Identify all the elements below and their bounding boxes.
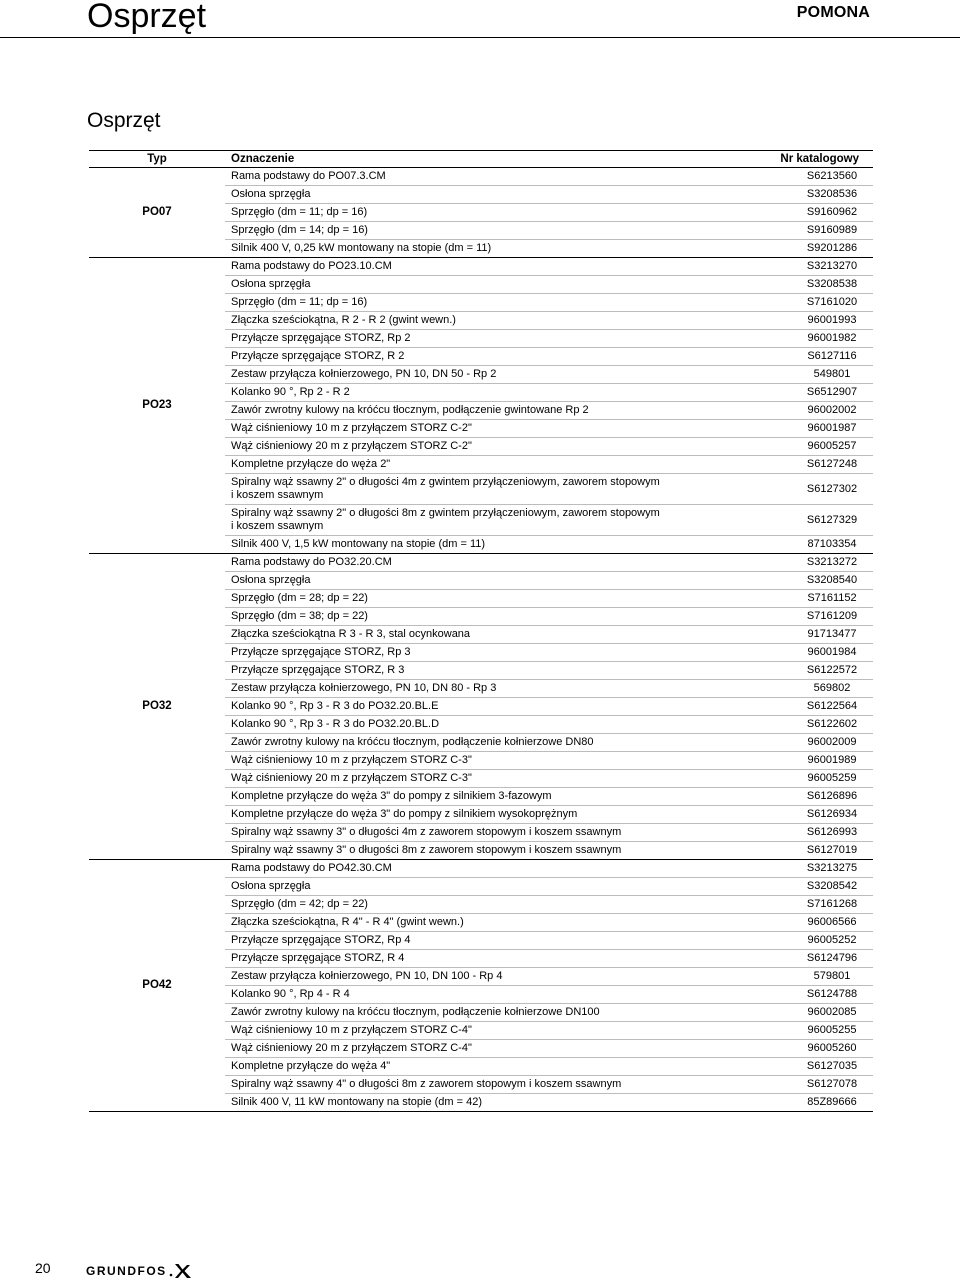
catalog-number-cell: 96002085 [761, 1004, 873, 1022]
item-name-cell [225, 456, 761, 474]
item-name-text: Spiralny wąż ssawny 3" o długości 8m z zaworem stopowym i koszem ssawnym [231, 844, 622, 856]
item-name-cell [225, 438, 761, 456]
item-name-cell [225, 788, 761, 806]
catalog-number-cell: 96002002 [761, 402, 873, 420]
item-name-text: Przyłącze sprzęgające STORZ, R 2 [231, 350, 405, 362]
item-name-text: Sprzęgło (dm = 28; dp = 22) [231, 592, 368, 604]
table-row [89, 258, 873, 276]
item-name-text: Rama podstawy do PO42.30.CM [231, 862, 392, 874]
item-name-cell [225, 680, 761, 698]
item-name-cell [225, 505, 761, 536]
item-name-text: Kompletne przyłącze do węża 3" do pompy z silnikiem 3-fazowym [231, 790, 552, 802]
item-name-text: Złączka sześciokątna R 3 - R 3, stal ocynkowana [231, 628, 471, 640]
catalog-number-cell: S3208536 [761, 186, 873, 204]
grundfos-logo [86, 1262, 193, 1280]
item-name-text: Kompletne przyłącze do węża 2" [231, 458, 391, 470]
item-name-text: Przyłącze sprzęgające STORZ, Rp 2 [231, 332, 411, 344]
item-name-cell [225, 366, 761, 384]
catalog-number-cell: S6124788 [761, 986, 873, 1004]
item-name-cell [225, 1022, 761, 1040]
table-body [89, 168, 873, 1112]
catalog-number-cell: S6126934 [761, 806, 873, 824]
catalog-number-cell: S9160989 [761, 222, 873, 240]
item-name-cell [225, 896, 761, 914]
catalog-number-cell: 96001987 [761, 420, 873, 438]
catalog-number-cell: 96002009 [761, 734, 873, 752]
item-name-text: Zestaw przyłącza kołnierzowego, PN 10, DN 50 - Rp 2 [231, 368, 497, 380]
catalog-number-cell: S6124796 [761, 950, 873, 968]
item-name-text: Kolanko 90 °, Rp 3 - R 3 do PO32.20.BL.E [231, 700, 439, 712]
group-type-cell: PO42 [89, 860, 225, 1112]
catalog-number-cell: S9201286 [761, 240, 873, 258]
catalog-number-cell: S7161152 [761, 590, 873, 608]
column-header-name: Oznaczenie [225, 151, 761, 168]
item-name-text: Zestaw przyłącza kołnierzowego, PN 10, DN 100 - Rp 4 [231, 970, 503, 982]
catalog-number-cell: 96005260 [761, 1040, 873, 1058]
item-name-text: Wąż ciśnieniowy 20 m z przyłączem STORZ C-2" [231, 440, 472, 452]
item-name-cell [225, 536, 761, 554]
item-name-cell [225, 842, 761, 860]
item-name-cell [225, 968, 761, 986]
catalog-number-cell: S6122602 [761, 716, 873, 734]
item-name-text: Spiralny wąż ssawny 2" o długości 4m z gwintem przyłączeniowym, zaworem stopowym [231, 476, 660, 488]
item-name-cell [225, 168, 761, 186]
item-name-cell [225, 294, 761, 312]
catalog-number-cell: S6127019 [761, 842, 873, 860]
item-name-text: Osłona sprzęgła [231, 278, 311, 290]
logo-text: GRUNDFOS [86, 1264, 167, 1278]
item-name-continuation-text: i koszem ssawnym [231, 520, 324, 532]
item-name-cell [225, 222, 761, 240]
catalog-number-cell: 579801 [761, 968, 873, 986]
catalog-number-cell: S9160962 [761, 204, 873, 222]
item-name-text: Sprzęgło (dm = 11; dp = 16) [231, 206, 368, 218]
catalog-number-cell: 87103354 [761, 536, 873, 554]
catalog-number-cell: S6126993 [761, 824, 873, 842]
item-name-cell [225, 860, 761, 878]
catalog-number-cell: 96001984 [761, 644, 873, 662]
item-name-cell [225, 1076, 761, 1094]
item-name-cell [225, 698, 761, 716]
item-name-cell [225, 276, 761, 294]
item-name-cell [225, 204, 761, 222]
item-name-cell [225, 1004, 761, 1022]
group-type-cell: PO07 [89, 168, 225, 258]
catalog-number-cell: S6122564 [761, 698, 873, 716]
item-name-cell [225, 1058, 761, 1076]
item-name-text: Rama podstawy do PO23.10.CM [231, 260, 392, 272]
item-name-text: Spiralny wąż ssawny 4" o długości 8m z zaworem stopowym i koszem ssawnym [231, 1078, 622, 1090]
item-name-text: Kolanko 90 °, Rp 2 - R 2 [231, 386, 350, 398]
catalog-number-cell: 96005257 [761, 438, 873, 456]
accessories-table-container [89, 150, 873, 1112]
item-name-text: Silnik 400 V, 1,5 kW montowany na stopie (dm = 11) [231, 538, 486, 550]
item-name-text: Sprzęgło (dm = 11; dp = 16) [231, 296, 368, 308]
item-name-text: Zestaw przyłącza kołnierzowego, PN 10, DN 80 - Rp 3 [231, 682, 497, 694]
catalog-number-cell: S3208540 [761, 572, 873, 590]
item-name-text: Złączka sześciokątna, R 2 - R 2 (gwint wewn.) [231, 314, 456, 326]
catalog-number-cell: S3213275 [761, 860, 873, 878]
item-name-cell [225, 950, 761, 968]
page-header-title: Osprzęt [87, 0, 207, 35]
item-name-text: Kolanko 90 °, Rp 3 - R 3 do PO32.20.BL.D [231, 718, 440, 730]
item-name-cell [225, 770, 761, 788]
item-name-cell [225, 348, 761, 366]
column-header-catalog-number: Nr katalogowy [761, 151, 873, 168]
item-name-text: Wąż ciśnieniowy 10 m z przyłączem STORZ C-2" [231, 422, 472, 434]
item-name-text: Przyłącze sprzęgające STORZ, R 4 [231, 952, 405, 964]
catalog-number-cell: S6127329 [761, 505, 873, 536]
item-name-cell [225, 824, 761, 842]
table-header-row [89, 151, 873, 168]
item-name-text: Złączka sześciokątna, R 4" - R 4" (gwint wewn.) [231, 916, 464, 928]
catalog-number-cell: S3208542 [761, 878, 873, 896]
item-name-cell [225, 662, 761, 680]
catalog-number-cell: S6127302 [761, 474, 873, 505]
table-row [89, 168, 873, 186]
item-name-cell [225, 258, 761, 276]
item-name-text: Osłona sprzęgła [231, 880, 311, 892]
grundfos-x-mark-icon [169, 1262, 193, 1280]
item-name-text: Wąż ciśnieniowy 10 m z przyłączem STORZ C-4" [231, 1024, 472, 1036]
item-name-text: Zawór zwrotny kulowy na króćcu tłocznym, podłączenie gwintowane Rp 2 [231, 404, 589, 416]
catalog-number-cell: S6127078 [761, 1076, 873, 1094]
item-name-text: Wąż ciśnieniowy 20 m z przyłączem STORZ C-3" [231, 772, 472, 784]
page-header-brand: POMONA [796, 4, 870, 21]
item-name-cell [225, 420, 761, 438]
item-name-text: Silnik 400 V, 11 kW montowany na stopie (dm = 42) [231, 1096, 482, 1108]
catalog-number-cell: S6127116 [761, 348, 873, 366]
page-number: 20 [35, 1260, 51, 1276]
item-name-text: Spiralny wąż ssawny 3" o długości 4m z zaworem stopowym i koszem ssawnym [231, 826, 622, 838]
group-type-cell: PO23 [89, 258, 225, 554]
catalog-number-cell: 569802 [761, 680, 873, 698]
item-name-cell [225, 734, 761, 752]
item-name-text: Wąż ciśnieniowy 20 m z przyłączem STORZ C-4" [231, 1042, 472, 1054]
catalog-number-cell: S6126896 [761, 788, 873, 806]
item-name-cell [225, 474, 761, 505]
item-name-text: Osłona sprzęgła [231, 188, 311, 200]
catalog-number-cell: S3213270 [761, 258, 873, 276]
item-name-text: Rama podstawy do PO32.20.CM [231, 556, 392, 568]
item-name-text: Zawór zwrotny kulowy na króćcu tłocznym, podłączenie kołnierzowe DN80 [231, 736, 594, 748]
catalog-number-cell: 96006566 [761, 914, 873, 932]
item-name-cell [225, 914, 761, 932]
catalog-number-cell: S7161268 [761, 896, 873, 914]
catalog-number-cell: 96005259 [761, 770, 873, 788]
item-name-cell [225, 806, 761, 824]
item-name-cell [225, 384, 761, 402]
item-name-cell [225, 932, 761, 950]
catalog-number-cell: S7161209 [761, 608, 873, 626]
catalog-number-cell: 96005255 [761, 1022, 873, 1040]
catalog-number-cell: S6127035 [761, 1058, 873, 1076]
accessories-table [89, 150, 873, 1112]
catalog-number-cell: S6127248 [761, 456, 873, 474]
item-name-cell [225, 572, 761, 590]
item-name-text: Przyłącze sprzęgające STORZ, Rp 3 [231, 646, 411, 658]
item-name-cell [225, 330, 761, 348]
item-name-text: Spiralny wąż ssawny 2" o długości 8m z gwintem przyłączeniowym, zaworem stopowym [231, 507, 660, 519]
item-name-cell [225, 1094, 761, 1112]
catalog-number-cell: S6213560 [761, 168, 873, 186]
catalog-number-cell: 91713477 [761, 626, 873, 644]
item-name-cell [225, 402, 761, 420]
item-name-cell [225, 554, 761, 572]
item-name-text: Rama podstawy do PO07.3.CM [231, 170, 386, 182]
catalog-number-cell: S3208538 [761, 276, 873, 294]
item-name-text: Przyłącze sprzęgające STORZ, R 3 [231, 664, 405, 676]
catalog-number-cell: 96001982 [761, 330, 873, 348]
item-name-cell [225, 1040, 761, 1058]
section-title: Osprzęt [87, 109, 161, 132]
catalog-number-cell: S6512907 [761, 384, 873, 402]
item-name-text: Przyłącze sprzęgające STORZ, Rp 4 [231, 934, 411, 946]
item-name-text: Kolanko 90 °, Rp 4 - R 4 [231, 988, 350, 1000]
item-name-cell [225, 752, 761, 770]
catalog-number-cell: 85Z89666 [761, 1094, 873, 1112]
catalog-number-cell: 549801 [761, 366, 873, 384]
table-row [89, 554, 873, 572]
item-name-text: Sprzęgło (dm = 14; dp = 16) [231, 224, 368, 236]
item-name-continuation-text: i koszem ssawnym [231, 489, 324, 501]
catalog-number-cell: S6122572 [761, 662, 873, 680]
item-name-cell [225, 312, 761, 330]
item-name-text: Sprzęgło (dm = 42; dp = 22) [231, 898, 368, 910]
item-name-cell [225, 608, 761, 626]
catalog-number-cell: S7161020 [761, 294, 873, 312]
item-name-text: Zawór zwrotny kulowy na króćcu tłocznym, podłączenie kołnierzowe DN100 [231, 1006, 600, 1018]
item-name-text: Sprzęgło (dm = 38; dp = 22) [231, 610, 368, 622]
catalog-number-cell: S3213272 [761, 554, 873, 572]
catalog-number-cell: 96001989 [761, 752, 873, 770]
item-name-text: Kompletne przyłącze do węża 3" do pompy z silnikiem wysokoprężnym [231, 808, 578, 820]
item-name-cell [225, 716, 761, 734]
catalog-number-cell: 96005252 [761, 932, 873, 950]
item-name-text: Kompletne przyłącze do węża 4" [231, 1060, 391, 1072]
item-name-text: Wąż ciśnieniowy 10 m z przyłączem STORZ C-3" [231, 754, 472, 766]
item-name-cell [225, 626, 761, 644]
item-name-cell [225, 878, 761, 896]
column-header-type: Typ [89, 151, 225, 168]
item-name-cell [225, 644, 761, 662]
item-name-cell [225, 186, 761, 204]
item-name-text: Silnik 400 V, 0,25 kW montowany na stopie (dm = 11) [231, 242, 492, 254]
catalog-number-cell: 96001993 [761, 312, 873, 330]
item-name-cell [225, 590, 761, 608]
item-name-text: Osłona sprzęgła [231, 574, 311, 586]
item-name-cell [225, 986, 761, 1004]
group-type-cell: PO32 [89, 554, 225, 860]
header-divider [0, 37, 960, 38]
table-row [89, 860, 873, 878]
item-name-cell [225, 240, 761, 258]
